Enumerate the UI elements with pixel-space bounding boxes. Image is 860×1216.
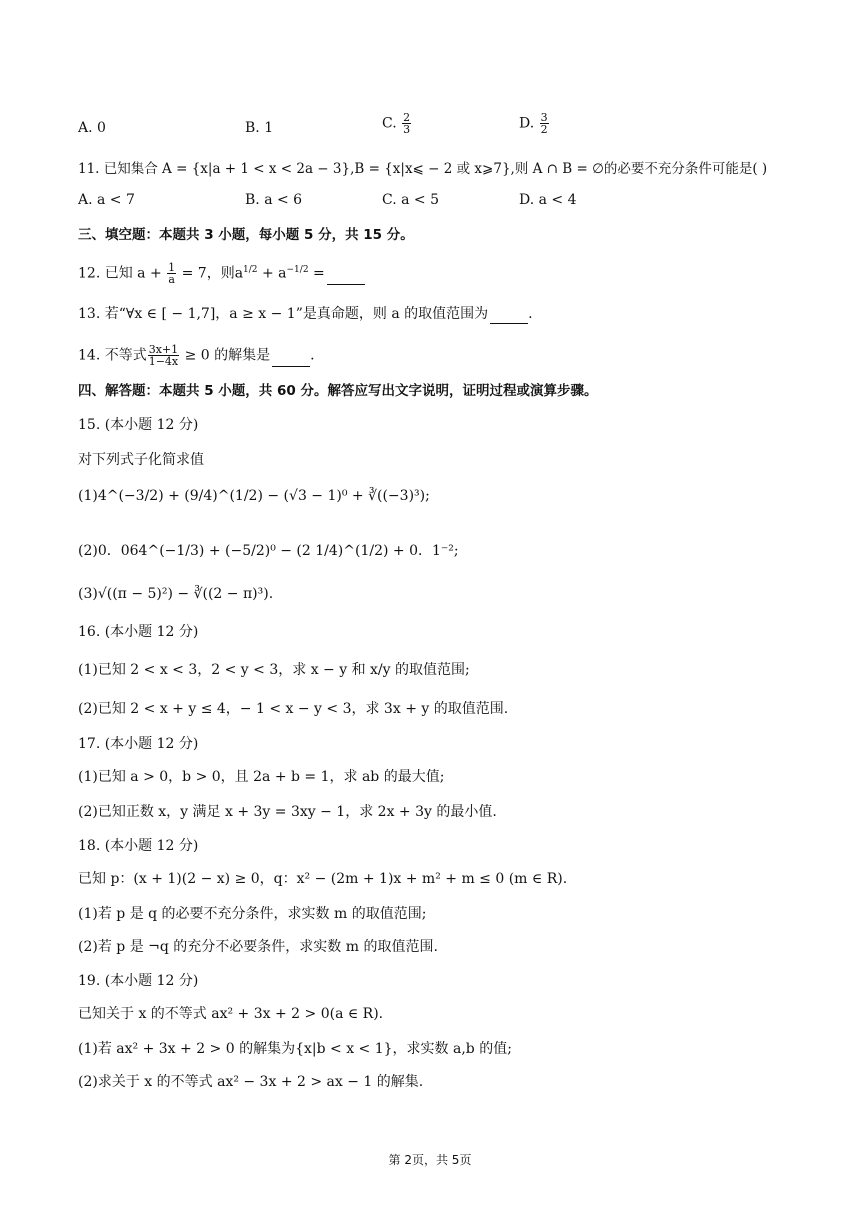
- q12: 12. 已知 a + $\frac{1}{a}$ = 7，则$a^{1/2} + a^{-1/2}$ =: [78, 262, 800, 285]
- q13: 13. 若“∀x ∈ [ − 1,7]，a ≥ x − 1”是真命题，则 a 的取值范围为 .: [78, 306, 533, 322]
- q19-part-2: (2)求关于 x 的不等式 ax² − 3x + 2 > ax − 1 的解集.: [78, 1074, 424, 1090]
- q10-option-d: D. $\frac{3}{2}$: [519, 111, 548, 136]
- q15-part-1: (1)4^(−3/2) + (9/4)^(1/2) − (√3 − 1)⁰ + ∛((−3)³);: [78, 488, 430, 504]
- q15-part-3: (3)√((π − 5)²) − ∛((2 − π)³).: [78, 586, 274, 602]
- q18-part-2: (2)若 p 是 ¬q 的充分不必要条件，求实数 m 的取值范围.: [78, 939, 438, 955]
- q14-answer-blank[interactable]: [272, 352, 310, 367]
- q14-fraction: $\frac{3x+1}{1-4x}$: [148, 343, 179, 368]
- q12-fraction: $\frac{1}{a}$: [168, 261, 176, 286]
- q18-part-1: (1)若 p 是 q 的必要不充分条件，求实数 m 的取值范围;: [78, 906, 427, 922]
- q11-option-c: C. a < 5: [382, 192, 439, 208]
- q15-intro: 对下列式子化简求值: [78, 452, 204, 468]
- q11-option-b: B. a < 6: [245, 192, 303, 208]
- q17-heading: 17. (本小题 12 分): [78, 736, 199, 752]
- q12-answer-blank[interactable]: [327, 270, 365, 285]
- q11-option-d: D. a < 4: [519, 192, 577, 208]
- q15-part-2: (2)0．064^(−1/3) + (−5/2)⁰ − (2 1/4)^(1/2) + 0．1⁻²;: [78, 543, 459, 559]
- q16-part-1: (1)已知 2 < x < 3，2 < y < 3，求 x − y 和 x/y 的取值范围;: [78, 662, 470, 678]
- q18-intro: 已知 p：(x + 1)(2 − x) ≥ 0，q：x² − (2m + 1)x + m² + m ≤ 0 (m ∈ R).: [78, 871, 568, 887]
- q16-part-2: (2)已知 2 < x + y ≤ 4，− 1 < x − y < 3，求 3x + y 的取值范围.: [78, 701, 509, 717]
- q14: 14. 不等式 $\frac{3x+1}{1-4x}$ ≥ 0 的解集是 .: [78, 343, 315, 368]
- q15-heading: 15. (本小题 12 分): [78, 417, 199, 433]
- q18-heading: 18. (本小题 12 分): [78, 838, 199, 854]
- section-4-heading: 四、解答题：本题共 5 小题，共 60 分。解答应写出文字说明，证明过程或演算步骤。: [78, 383, 598, 399]
- q10-option-d-fraction: $\frac{3}{2}$: [540, 111, 548, 136]
- q19-intro: 已知关于 x 的不等式 ax² + 3x + 2 > 0(a ∈ R).: [78, 1006, 384, 1022]
- q16-heading: 16. (本小题 12 分): [78, 624, 199, 640]
- q10-option-a: A. 0: [78, 120, 106, 136]
- page-footer: 第 2页，共 5页: [388, 1153, 472, 1167]
- q11-option-a: A. a < 7: [78, 192, 135, 208]
- q10-option-c-fraction: $\frac{2}{3}$: [403, 111, 411, 136]
- q17-part-2: (2)已知正数 x，y 满足 x + 3y = 3xy − 1，求 2x + 3y 的最小值.: [78, 804, 497, 820]
- q10-option-c: C. $\frac{2}{3}$: [382, 111, 411, 136]
- q13-answer-blank[interactable]: [490, 309, 528, 324]
- q19-part-1: (1)若 ax² + 3x + 2 > 0 的解集为{x|b < x < 1}，求实数 a,b 的值;: [78, 1041, 512, 1057]
- section-3-heading: 三、填空题：本题共 3 小题，每小题 5 分，共 15 分。: [78, 227, 414, 243]
- q19-heading: 19. (本小题 12 分): [78, 973, 199, 989]
- q10-option-b: B. 1: [245, 120, 274, 136]
- q11-stem: 11. 已知集合 A = {x|a + 1 < x < 2a − 3},B = {x|x⩽ − 2 或 x⩾7},则 A ∩ B = ∅的必要不充分条件可能是( ): [78, 161, 768, 177]
- q17-part-1: (1)已知 a > 0，b > 0，且 2a + b = 1，求 ab 的最大值;: [78, 769, 445, 785]
